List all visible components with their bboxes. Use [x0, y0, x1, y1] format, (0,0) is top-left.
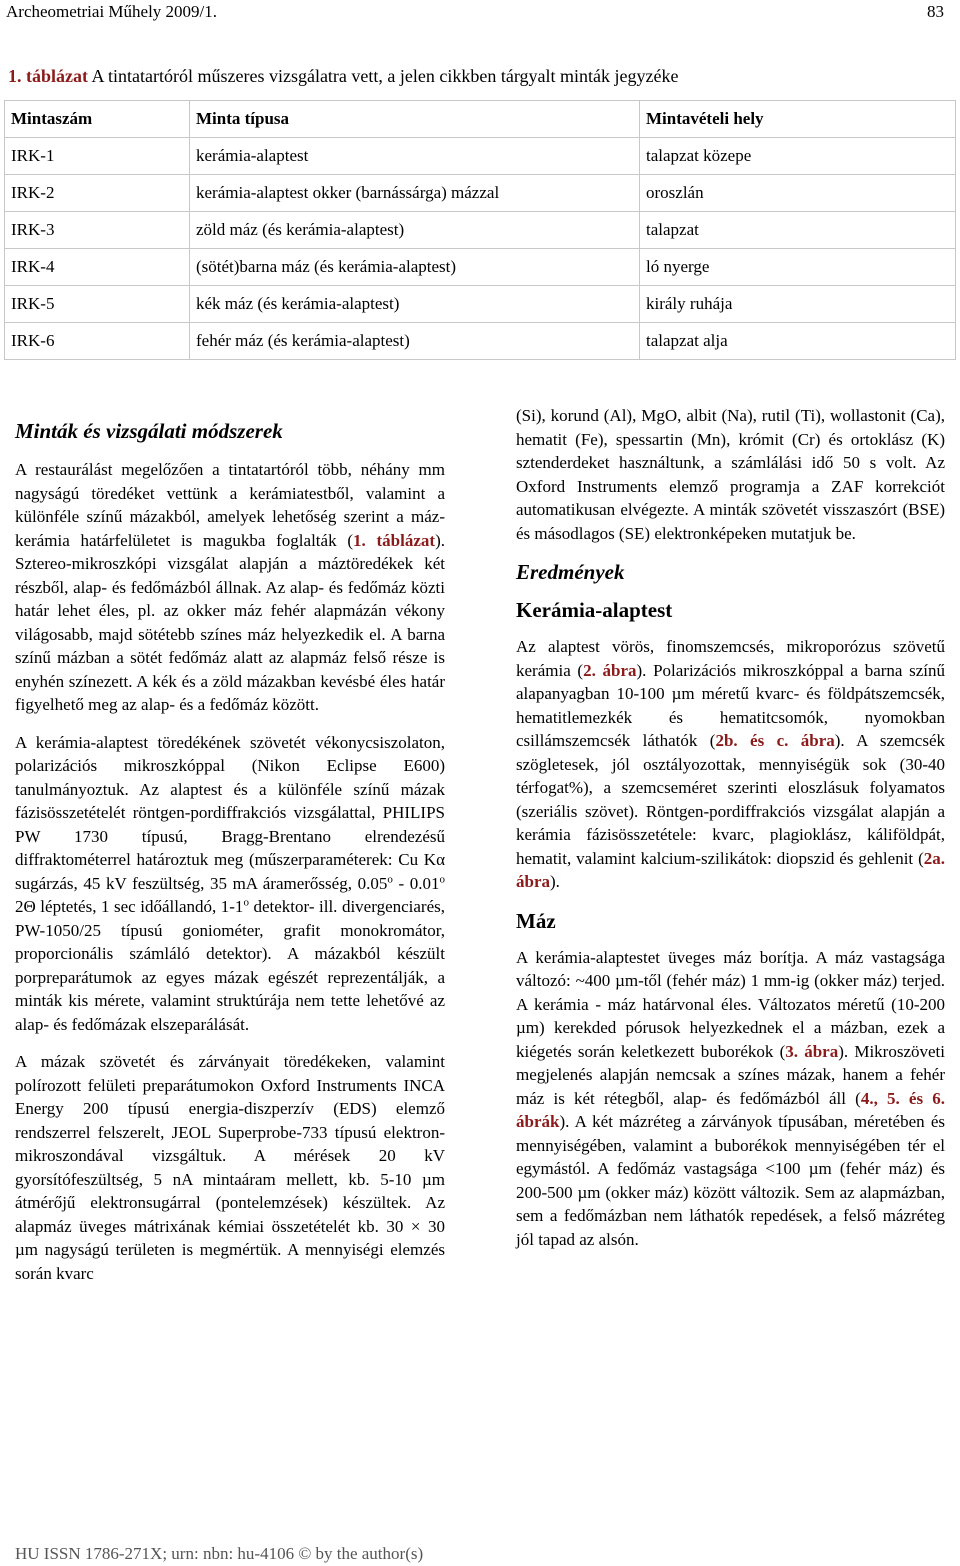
figure-reference: 4., 5. és 6. ábrák [516, 1088, 945, 1131]
table-row [5, 175, 956, 212]
column-header: Mintaszám [5, 101, 190, 138]
page-number: 83 [927, 2, 944, 21]
running-header [0, 0, 960, 24]
text-run: ). Sztereo-mikroszkópi vizsgálat alapján a máztöredékek két részből, alap- és fedőmázból állnak. Az alap- és fedőmáz közti határ lehet éles, pl. az okker máz fehér alapmázán vékony világosabb, majd sötétebb színes máz helyezkedik el. A barna színű mázban a sötét fedőmáz alatt az alapmáz felső része is enyhén színezett. A kék és a zöld mázakban kevésbé éles határ figyelhető meg az alap- és a fedőmáz között. [15, 530, 445, 714]
sample-id: IRK-3 [5, 212, 190, 249]
degree-superscript: o [243, 896, 249, 909]
figure-reference: 3. ábra [785, 1041, 839, 1061]
paragraph-ceramic [516, 635, 945, 894]
sample-type: kerámia-alaptest [190, 138, 640, 175]
text-run: ). A két mázréteg a zárványok típusában, méretében és mennyiségében, valamint a buborékok mennyiségében tér el egymástól. A fedőmáz vastagsága <100 µm (fehér máz) és 200-500 µm (okker máz) között változik. Sem az alapmázban, sem a fedőmázban nem láthatók repedések, a felső mázréteg jól tapad az alsón. [516, 1112, 945, 1249]
table-caption [8, 66, 678, 87]
journal-title: Archeometriai Műhely 2009/1. [6, 2, 218, 21]
text-run: A kerámia-alaptestet üveges máz borítja. A máz vastagsága változó: ~400 µm-től (fehér máz) 1 mm-ig (okker máz) terjed. A kerámia - máz határvonal éles. Változatos méretű (10-200 µm) kerekded pórusok helyezkednek el a mázban, ezek a kiégetés során keletkezett buborékok ( [516, 947, 945, 1061]
table-row [5, 249, 956, 286]
text-run: ). Mikroszöveti megjelenés alapján nemcsak a színes mázak, hanem a fehér máz is két rétegből, alap- és fedőmázból áll ( [516, 1041, 945, 1108]
table-row [5, 212, 956, 249]
sample-location: talapzat közepe [640, 138, 956, 175]
sample-id: IRK-5 [5, 286, 190, 323]
sample-type: fehér máz (és kerámia-alaptest) [190, 323, 640, 360]
sample-location: király ruhája [640, 286, 956, 323]
table-row [5, 138, 956, 175]
samples-table [4, 100, 956, 360]
table-row [5, 286, 956, 323]
table-header-row [5, 101, 956, 138]
sample-id: IRK-2 [5, 175, 190, 212]
figure-reference: 2a. ábra [516, 848, 945, 891]
text-run: ). [550, 872, 560, 891]
figure-reference: 2. ábra [583, 660, 637, 680]
text-run: detektor- ill. divergenciarés, PW-1050/25 típusú goniométer, grafit monokromátor, proporcionális számláló detektor). A mázakból készült porpreparátumok az egyes mázak egészét reprezentálják, a minták kis mérete, valamint struktúrája nem tette lehetővé az alap- és fedőmázak elszeparálását. [15, 897, 445, 1034]
text-run: - 0.01 [392, 873, 440, 893]
text-run: Az alaptest vörös, finomszemcsés, mikroporózus szövetű kerámia ( [516, 637, 945, 680]
sample-id: IRK-1 [5, 138, 190, 175]
table-caption-text: A tintatartóról műszeres vizsgálatra vett, a jelen cikkben tárgyalt minták jegyzéke [88, 66, 679, 86]
sample-location: talapzat [640, 212, 956, 249]
table-row [5, 323, 956, 360]
text-run: 2Θ léptetés, 1 sec időállandó, 1-1 [15, 897, 244, 916]
table-reference: 1. táblázat [353, 530, 436, 550]
section-heading-results: Eredmények [516, 560, 625, 584]
sample-type: kék máz (és kerámia-alaptest) [190, 286, 640, 323]
figure-reference: 2b. és c. ábra [715, 731, 835, 750]
text-run: A kerámia-alaptest töredékének szövetét vékonycsiszolaton, polarizációs mikroszkóppal (Nikon Eclipse E600) tanulmányoztuk. Az alaptest és a különféle színű mázak fázisösszetételét röntgen-pordiffrakciós vizsgálattal, PHILIPS PW 1730 típusú, Bragg-Brentano elrendezésű diffraktométerrel határoztuk meg (műszerparaméterek: Cu Kα sugárzás, 45 kV feszültség, 35 mA áramerősség, 0.05 [15, 732, 445, 893]
subsection-heading-glaze: Máz [516, 908, 556, 933]
column-header: Mintavételi hely [640, 101, 956, 138]
paragraph-standards: (Si), korund (Al), MgO, albit (Na), rutil (Ti), wollastonit (Ca), hematit (Fe), spessartin (Mn), krómit (Cr) és ortoklász (K) sztenderdeket használtunk, a számlálási idő 50 s volt. Az Oxford Instruments elemző programja a ZAF korrekciót automatikusan elvégezte. A minták szövetét visszaszórt (BSE) és másodlagos (SE) elektronképeken mutatjuk be. [516, 406, 945, 543]
paragraph-intro [15, 458, 445, 717]
text-run: A restaurálást megelőzően a tintatartóról több, néhány mm nagyságú töredéket vettünk a kerámiatestből, valamint a különféle színű mázakból, amelyek lehetőség szerint a máz-kerámia határfelületet is magukba foglalták ( [15, 460, 445, 550]
sample-id: IRK-6 [5, 323, 190, 360]
sample-type: zöld máz (és kerámia-alaptest) [190, 212, 640, 249]
degree-superscript: o [439, 872, 445, 885]
sample-id: IRK-4 [5, 249, 190, 286]
text-run: ). Polarizációs mikroszkóppal a barna színű alapanyagban 10-100 µm méretű kvarc- és földpátszemcsék, hematitlemezkék és hematitcsomók, nyomokban csillámszemcsék láthatók ( [516, 660, 946, 750]
text-run: ). A szemcsék szögletesek, jól osztályozottak, mennyiségük sok (30-40 térfogat%), a szemcseméret szerinti eloszlásuk folyamatos (szeriális szövet). Röntgen-pordiffrakciós vizsgálat alapján a kerámia fázisösszetétele: kvarc, plagioklász, káliföldpát, hematit, valamint kalcium-szilikátok: diopszid és gehlenit ( [516, 731, 945, 868]
paragraph-glaze [516, 946, 945, 1252]
sample-location: talapzat alja [640, 323, 956, 360]
sample-location: oroszlán [640, 175, 956, 212]
column-header: Minta típusa [190, 101, 640, 138]
paragraph-xrd [15, 731, 445, 1037]
sample-type: (sötét)barna máz (és kerámia-alaptest) [190, 249, 640, 286]
left-column [15, 418, 445, 1299]
degree-superscript: o [387, 872, 393, 885]
right-column [516, 404, 945, 1265]
paragraph-eds: A mázak szövetét és zárványait töredékeken, valamint polírozott felületi preparátumokon Oxford Instruments INCA Energy 200 típusú energia-diszperzív (EDS) elemző rendszerrel felszerelt, JEOL Superprobe-733 típusú elektron-mikroszondával vizsgáltuk. A mérések 20 kV gyorsítófeszültség, 5 nA mintaáram mellett, kb. 5-10 µm átmérőjű elektronsugárral (pontelemzések) készültek. Az alapmáz üveges mátrixának kémiai összetételét kb. 30 × 30 µm nagyságú területen is megmértük. A mennyiségi elemzés során kvarc [15, 1052, 445, 1283]
subsection-heading-ceramic: Kerámia-alaptest [516, 598, 673, 622]
sample-location: ló nyerge [640, 249, 956, 286]
sample-type: kerámia-alaptest okker (barnássárga) mázzal [190, 175, 640, 212]
footer-issn: HU ISSN 1786-271X; urn: nbn: hu-4106 © by the author(s) [15, 1544, 424, 1563]
section-heading-methods: Minták és vizsgálati módszerek [15, 419, 283, 443]
table-label: 1. táblázat [8, 66, 88, 86]
